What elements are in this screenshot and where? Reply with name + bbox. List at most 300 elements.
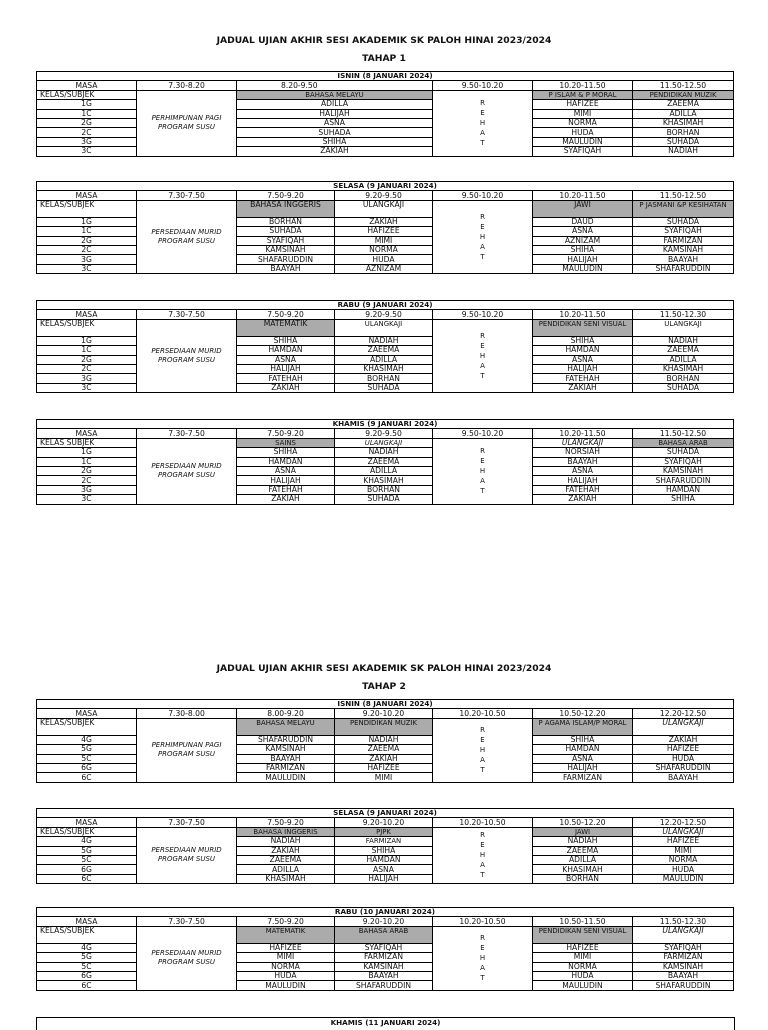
subject-header: BAHASA INGGERIS	[237, 827, 335, 836]
teacher-cell: SHIHA	[237, 336, 335, 345]
teacher-cell: HALIJAH	[237, 109, 433, 118]
teacher-cell: SYAFIQAH	[335, 943, 433, 952]
teacher-cell: KHASIMAH	[335, 476, 433, 485]
masa-label: MASA	[37, 429, 137, 438]
teacher-cell: SHIHA	[335, 846, 433, 855]
time-slot: 11.50-12.30	[633, 917, 734, 926]
teacher-cell: DAUD	[533, 217, 633, 226]
teacher-cell: BAAYAH	[633, 773, 734, 782]
kelas-cell: 6C	[37, 773, 137, 782]
teacher-cell: SUHADA	[633, 217, 734, 226]
kelas-subjek-label: KELAS/SUBJEK	[37, 319, 137, 336]
teacher-cell: SYAFIQAH	[633, 457, 734, 466]
teacher-cell: SHAFARUDDIN	[633, 264, 734, 273]
time-slot: 10.20-11.50	[533, 81, 633, 90]
teacher-cell: ZAEEMA	[533, 846, 633, 855]
time-slot: 7.50-9.20	[237, 191, 335, 200]
rehat-cell: R E H A T	[433, 438, 533, 504]
teacher-cell: SHAFARUDDIN	[633, 981, 734, 990]
kelas-cell: 3C	[37, 264, 137, 273]
teacher-cell: SHIHA	[533, 336, 633, 345]
kelas-subjek-label: KELAS/SUBJEK	[37, 718, 137, 735]
teacher-cell: ADILLA	[335, 355, 433, 364]
kelas-cell: 3G	[37, 137, 137, 146]
subject-header: BAHASA INGGERIS	[237, 200, 335, 217]
teacher-cell: MIMI	[633, 846, 734, 855]
time-slot: 7.30-7.50	[137, 191, 237, 200]
teacher-cell: BORHAN	[633, 128, 734, 137]
teacher-cell: ZAKIAH	[237, 147, 433, 156]
merged-activity-cell: PERHIMPUNAN PAGI PROGRAM SUSU	[137, 90, 237, 156]
teacher-cell: KAMSINAH	[237, 745, 335, 754]
subject-header: PJPK	[335, 827, 433, 836]
time-slot: 9.20-10.20	[335, 818, 433, 827]
time-slot: 9.20-9.50	[335, 310, 433, 319]
teacher-cell: BORHAN	[533, 874, 633, 883]
teacher-cell: NORMA	[633, 855, 734, 864]
teacher-cell: HAFIZEE	[533, 100, 633, 109]
merged-activity-cell: PERSEDIAAN MURID PROGRAM SUSU	[137, 319, 237, 392]
teacher-cell: SYAFIQAH	[633, 943, 734, 952]
teacher-cell: SYAFIQAH	[237, 236, 335, 245]
teacher-cell: NADIAH	[335, 735, 433, 744]
time-slot: 9.50-10.20	[433, 191, 533, 200]
teacher-cell: ASNA	[533, 466, 633, 475]
time-slot: 8.20-9.50	[237, 81, 433, 90]
masa-label: MASA	[37, 191, 137, 200]
teacher-cell: SUHADA	[237, 227, 335, 236]
teacher-cell: HAMDAN	[335, 855, 433, 864]
page2-title: JADUAL UJIAN AKHIR SESI AKADEMIK SK PALOH HINAI 2023/2024	[216, 663, 552, 674]
kelas-cell: 1C	[37, 457, 137, 466]
teacher-cell: BORHAN	[335, 374, 433, 383]
teacher-cell: ASNA	[237, 118, 433, 127]
kelas-cell: 5C	[37, 855, 137, 864]
teacher-cell: SHAFARUDDIN	[633, 476, 734, 485]
teacher-cell: FATEHAH	[533, 485, 633, 494]
subject-header: BAHASA MELAYU	[237, 90, 433, 99]
time-slot: 7.50-9.20	[237, 917, 335, 926]
rehat-cell: R E H A T	[433, 827, 533, 883]
teacher-cell: NORMA	[533, 962, 633, 971]
teacher-cell: ZAEEMA	[335, 457, 433, 466]
teacher-cell: ADILLA	[633, 109, 734, 118]
teacher-cell: SUHADA	[335, 495, 433, 504]
masa-label: MASA	[37, 709, 137, 718]
time-slot: 7.30-7.50	[137, 429, 237, 438]
merged-activity-cell: PERHIMPUNAN PAGI PROGRAM SUSU	[137, 718, 237, 782]
teacher-cell: HAFIZEE	[335, 763, 433, 772]
teacher-cell: ZAKIAH	[533, 383, 633, 392]
teacher-cell: MAULUDIN	[633, 874, 734, 883]
kelas-cell: 4G	[37, 735, 137, 744]
teacher-cell: NORMA	[533, 118, 633, 127]
teacher-cell: ZAKIAH	[237, 846, 335, 855]
teacher-cell: SHIHA	[237, 137, 433, 146]
subject-header: JAWI	[533, 827, 633, 836]
kelas-subjek-label: KELAS/SUBJEK	[37, 200, 137, 217]
teacher-cell: BAAYAH	[633, 971, 734, 980]
schedule-table-t1-selasa	[36, 181, 734, 274]
teacher-cell: FARMIZAN	[237, 763, 335, 772]
day-header: KHAMIS (11 JANUARI 2024)	[330, 1018, 441, 1027]
teacher-cell: BAAYAH	[335, 971, 433, 980]
time-slot: 9.20-10.20	[335, 917, 433, 926]
merged-activity-cell: PERSEDIAAN MURID PROGRAM SUSU	[137, 827, 237, 883]
teacher-cell: ZAEEMA	[335, 346, 433, 355]
teacher-cell: SYAFIQAH	[533, 147, 633, 156]
teacher-cell: MAULUDIN	[533, 137, 633, 146]
kelas-cell: 6G	[37, 865, 137, 874]
teacher-cell: BORHAN	[237, 217, 335, 226]
subject-header: P ISLAM & P MORAL	[533, 90, 633, 99]
teacher-cell: ASNA	[533, 227, 633, 236]
teacher-cell: MIMI	[335, 236, 433, 245]
teacher-cell: SHIHA	[533, 735, 633, 744]
schedule-table-t1-isnin	[36, 71, 734, 157]
teacher-cell: NORMA	[237, 962, 335, 971]
teacher-cell: BORHAN	[335, 485, 433, 494]
teacher-cell: HAMDAN	[633, 485, 734, 494]
time-slot: 8.00-9.20	[237, 709, 335, 718]
teacher-cell: KHASIMAH	[335, 364, 433, 373]
teacher-cell: NADIAH	[633, 336, 734, 345]
day-header: KHAMIS (9 JANUARI 2024)	[37, 420, 734, 429]
teacher-cell: ADILLA	[335, 466, 433, 475]
teacher-cell: FATEHAH	[237, 374, 335, 383]
time-slot: 10.20-10.50	[433, 709, 533, 718]
rehat-cell: R E H A T	[433, 319, 533, 392]
day-header: SELASA (9 JANUARI 2024)	[37, 809, 734, 818]
teacher-cell: NADIAH	[533, 837, 633, 846]
time-slot: 9.50-10.20	[433, 429, 533, 438]
subject-header: PENDIDIKAN MUZIK	[633, 90, 734, 99]
time-slot: 10.20-10.50	[433, 917, 533, 926]
teacher-cell: KHASIMAH	[633, 364, 734, 373]
teacher-cell: BAAYAH	[533, 457, 633, 466]
teacher-cell: KAMSINAH	[633, 962, 734, 971]
teacher-cell: HAMDAN	[237, 457, 335, 466]
kelas-cell: 3G	[37, 255, 137, 264]
teacher-cell: ADILLA	[237, 100, 433, 109]
teacher-cell: NADIAH	[335, 336, 433, 345]
teacher-cell: ZAEEMA	[633, 346, 734, 355]
merged-activity-cell: PERSEDIAAN MURID PROGRAM SUSU	[137, 200, 237, 273]
kelas-cell: 5G	[37, 846, 137, 855]
teacher-cell: HAFIZEE	[237, 943, 335, 952]
kelas-cell: 1C	[37, 346, 137, 355]
subject-header: MATEMATIK	[237, 319, 335, 336]
time-slot: 9.20-10.20	[335, 709, 433, 718]
teacher-cell: KAMSINAH	[633, 245, 734, 254]
teacher-cell: NADIAH	[335, 448, 433, 457]
teacher-cell: ASNA	[533, 355, 633, 364]
time-slot: 7.30-8.20	[137, 81, 237, 90]
day-header: SELASA (9 JANUARI 2024)	[37, 182, 734, 191]
teacher-cell: KAMSINAH	[633, 466, 734, 475]
kelas-cell: 3C	[37, 495, 137, 504]
teacher-cell: FARMIZAN	[533, 773, 633, 782]
kelas-cell: 1C	[37, 227, 137, 236]
subject-header: MATEMATIK	[237, 926, 335, 943]
time-slot: 10.50-12.20	[533, 818, 633, 827]
subject-header: SAINS	[237, 438, 335, 447]
kelas-cell: 2C	[37, 128, 137, 137]
teacher-cell: HALIJAH	[533, 476, 633, 485]
teacher-cell: NADIAH	[633, 147, 734, 156]
teacher-cell: HALIJAH	[237, 476, 335, 485]
teacher-cell: SUHADA	[237, 128, 433, 137]
time-slot: 7.50-9.20	[237, 310, 335, 319]
kelas-cell: 2G	[37, 466, 137, 475]
teacher-cell: HAMDAN	[533, 346, 633, 355]
time-slot: 9.50-10.20	[433, 81, 533, 90]
kelas-cell: 1G	[37, 336, 137, 345]
kelas-cell: 1G	[37, 448, 137, 457]
teacher-cell: NORMA	[335, 245, 433, 254]
teacher-cell: NORSIAH	[533, 448, 633, 457]
subject-header: PENDIDIKAN MUZIK	[335, 718, 433, 735]
kelas-cell: 6C	[37, 874, 137, 883]
masa-label: MASA	[37, 81, 137, 90]
schedule-table-t1-rabu	[36, 300, 734, 393]
teacher-cell: BAAYAH	[633, 255, 734, 264]
subject-header: BAHASA ARAB	[633, 438, 734, 447]
teacher-cell: HUDA	[633, 865, 734, 874]
page2-tahap: TAHAP 2	[362, 681, 406, 692]
teacher-cell: AZNIZAM	[533, 236, 633, 245]
kelas-cell: 5C	[37, 962, 137, 971]
kelas-cell: 6C	[37, 981, 137, 990]
time-slot: 7.30-7.50	[137, 917, 237, 926]
teacher-cell: HAMDAN	[533, 745, 633, 754]
subject-header: ULANGKAJI	[633, 926, 734, 943]
time-slot: 10.20-11.50	[533, 191, 633, 200]
time-slot: 10.50-11.50	[533, 917, 633, 926]
teacher-cell: FARMIZAN	[633, 953, 734, 962]
teacher-cell: HALIJAH	[533, 763, 633, 772]
kelas-cell: 5G	[37, 953, 137, 962]
teacher-cell: KHASIMAH	[237, 874, 335, 883]
page1-title: JADUAL UJIAN AKHIR SESI AKADEMIK SK PALOH HINAI 2023/2024	[216, 35, 552, 46]
day-header: RABU (9 JANUARI 2024)	[37, 301, 734, 310]
teacher-cell: ADILLA	[533, 855, 633, 864]
time-slot: 7.50-9.20	[237, 429, 335, 438]
teacher-cell: HALIJAH	[533, 255, 633, 264]
teacher-cell: SHIHA	[533, 245, 633, 254]
teacher-cell: HAMDAN	[237, 346, 335, 355]
subject-header: PENDIDIKAN SENI VISUAL	[533, 926, 633, 943]
teacher-cell: ASNA	[533, 754, 633, 763]
teacher-cell: SHAFARUDDIN	[335, 981, 433, 990]
subject-header: P AGAMA ISLAM/P MORAL	[533, 718, 633, 735]
kelas-cell: 3C	[37, 147, 137, 156]
teacher-cell: SHIHA	[237, 448, 335, 457]
time-slot: 9.20-9.50	[335, 429, 433, 438]
teacher-cell: MAULUDIN	[237, 773, 335, 782]
subject-header: JAWI	[533, 200, 633, 217]
kelas-subjek-label: KELAS/SUBJEK	[37, 90, 137, 99]
masa-label: MASA	[37, 310, 137, 319]
teacher-cell: ASNA	[335, 865, 433, 874]
teacher-cell: MIMI	[237, 953, 335, 962]
teacher-cell: ZAEEMA	[335, 745, 433, 754]
masa-label: MASA	[37, 917, 137, 926]
teacher-cell: SUHADA	[335, 383, 433, 392]
time-slot: 11.50-12.50	[633, 191, 734, 200]
kelas-cell: 1G	[37, 100, 137, 109]
time-slot: 10.20-11.50	[533, 310, 633, 319]
teacher-cell: SYAFIQAH	[633, 227, 734, 236]
teacher-cell: FARMIZAN	[335, 837, 433, 846]
teacher-cell: KAMSINAH	[237, 245, 335, 254]
teacher-cell: ZAEEMA	[237, 855, 335, 864]
kelas-cell: 2G	[37, 118, 137, 127]
teacher-cell: HUDA	[237, 971, 335, 980]
schedule-table-t2-rabu	[36, 907, 734, 991]
subject-header: ULANGKAJI	[335, 438, 433, 447]
kelas-cell: 6G	[37, 763, 137, 772]
teacher-cell: HALIJAH	[237, 364, 335, 373]
kelas-cell: 3G	[37, 485, 137, 494]
kelas-cell: 4G	[37, 837, 137, 846]
teacher-cell: MAULUDIN	[533, 264, 633, 273]
kelas-cell: 2C	[37, 364, 137, 373]
merged-activity-cell: PERSEDIAAN MURID PROGRAM SUSU	[137, 438, 237, 504]
time-slot: 7.30-8.00	[137, 709, 237, 718]
teacher-cell: BAAYAH	[237, 754, 335, 763]
kelas-subjek-label: KELAS/SUBJEK	[37, 827, 137, 836]
teacher-cell: ZAKIAH	[335, 754, 433, 763]
day-header: ISNIN (8 JANUARI 2024)	[37, 700, 734, 709]
teacher-cell: SUHADA	[633, 383, 734, 392]
subject-header: P JASMANI &P KESIHATAN	[633, 200, 734, 217]
rehat-cell: R E H A T	[433, 926, 533, 990]
teacher-cell: HUDA	[335, 255, 433, 264]
kelas-cell: 2C	[37, 476, 137, 485]
teacher-cell: HUDA	[633, 754, 734, 763]
masa-label: MASA	[37, 818, 137, 827]
time-slot: 7.30-7.50	[137, 310, 237, 319]
time-slot: 9.20-9.50	[335, 191, 433, 200]
teacher-cell: HALIJAH	[533, 364, 633, 373]
teacher-cell: HAFIZEE	[633, 745, 734, 754]
teacher-cell: MAULUDIN	[533, 981, 633, 990]
teacher-cell: MIMI	[533, 109, 633, 118]
teacher-cell: BAAYAH	[237, 264, 335, 273]
time-slot: 12.20-12.50	[633, 709, 734, 718]
teacher-cell: SUHADA	[633, 448, 734, 457]
kelas-cell: 2C	[37, 245, 137, 254]
teacher-cell: SHIHA	[633, 495, 734, 504]
teacher-cell: MIMI	[533, 953, 633, 962]
schedule-table-t2-isnin	[36, 699, 734, 783]
subject-header: BAHASA MELAYU	[237, 718, 335, 735]
kelas-cell: 4G	[37, 943, 137, 952]
merged-activity-cell: PERSEDIAAN MURID PROGRAM SUSU	[137, 926, 237, 990]
teacher-cell: BORHAN	[633, 374, 734, 383]
kelas-cell: 6G	[37, 971, 137, 980]
time-slot: 9.50-10.20	[433, 310, 533, 319]
subject-header: ULANGKAJI	[633, 718, 734, 735]
teacher-cell: ZAKIAH	[237, 383, 335, 392]
time-slot: 12.20-12.50	[633, 818, 734, 827]
teacher-cell: MAULUDIN	[237, 981, 335, 990]
teacher-cell: KHASIMAH	[633, 118, 734, 127]
rehat-cell: R E H A T	[433, 90, 533, 156]
kelas-cell: 3C	[37, 383, 137, 392]
teacher-cell: AZNIZAM	[335, 264, 433, 273]
time-slot: 10.20-10.50	[433, 818, 533, 827]
teacher-cell: ZAKIAH	[335, 217, 433, 226]
subject-header: ULANGKAJI	[335, 319, 433, 336]
kelas-subjek-label: KELAS/SUBJEK	[37, 926, 137, 943]
teacher-cell: ZAKIAH	[633, 735, 734, 744]
teacher-cell: KHASIMAH	[533, 865, 633, 874]
subject-header: ULANGKAJI	[533, 438, 633, 447]
time-slot: 10.20-11.50	[533, 429, 633, 438]
teacher-cell: HUDA	[533, 128, 633, 137]
page1-tahap: TAHAP 1	[362, 53, 406, 64]
teacher-cell: HALIJAH	[335, 874, 433, 883]
teacher-cell: HAFIZEE	[533, 943, 633, 952]
teacher-cell: ADILLA	[633, 355, 734, 364]
time-slot: 10.50-12.20	[533, 709, 633, 718]
time-slot: 11.50-12.50	[633, 429, 734, 438]
teacher-cell: NADIAH	[237, 837, 335, 846]
time-slot: 11.50-12.50	[633, 81, 734, 90]
teacher-cell: ASNA	[237, 466, 335, 475]
teacher-cell: ZAKIAH	[533, 495, 633, 504]
teacher-cell: HUDA	[533, 971, 633, 980]
teacher-cell: ZAKIAH	[237, 495, 335, 504]
subject-header: ULANGKAJI	[633, 827, 734, 836]
teacher-cell: SHAFARUDDIN	[633, 763, 734, 772]
subject-header: ULANGKAJI	[335, 200, 433, 217]
teacher-cell: HAFIZEE	[335, 227, 433, 236]
kelas-cell: 3G	[37, 374, 137, 383]
kelas-cell: 1C	[37, 109, 137, 118]
teacher-cell: FATEHAH	[237, 485, 335, 494]
teacher-cell: ADILLA	[237, 865, 335, 874]
teacher-cell: KAMSINAH	[335, 962, 433, 971]
day-header: ISNIN (8 JANUARI 2024)	[37, 72, 734, 81]
teacher-cell: ZAEEMA	[633, 100, 734, 109]
kelas-cell: 5C	[37, 754, 137, 763]
teacher-cell: MIMI	[335, 773, 433, 782]
time-slot: 11.50-12.30	[633, 310, 734, 319]
teacher-cell: FARMIZAN	[335, 953, 433, 962]
teacher-cell: SHAFARUDDIN	[237, 255, 335, 264]
teacher-cell: FARMIZAN	[633, 236, 734, 245]
subject-header: PENDIDIKAN SENI VISUAL	[533, 319, 633, 336]
rehat-cell: R E H A T	[433, 718, 533, 782]
kelas-cell: 2G	[37, 236, 137, 245]
schedule-table-t2-selasa	[36, 808, 734, 884]
rehat-cell: R E H A T	[433, 200, 533, 273]
teacher-cell: FATEHAH	[533, 374, 633, 383]
time-slot: 7.50-9.20	[237, 818, 335, 827]
day-header: RABU (10 JANUARI 2024)	[37, 908, 734, 917]
teacher-cell: SUHADA	[633, 137, 734, 146]
subject-header: BAHASA ARAB	[335, 926, 433, 943]
time-slot: 7.30-7.50	[137, 818, 237, 827]
teacher-cell: ASNA	[237, 355, 335, 364]
subject-header: ULANGKAJI	[633, 319, 734, 336]
teacher-cell: SHAFARUDDIN	[237, 735, 335, 744]
kelas-cell: 1G	[37, 217, 137, 226]
kelas-cell: 2G	[37, 355, 137, 364]
